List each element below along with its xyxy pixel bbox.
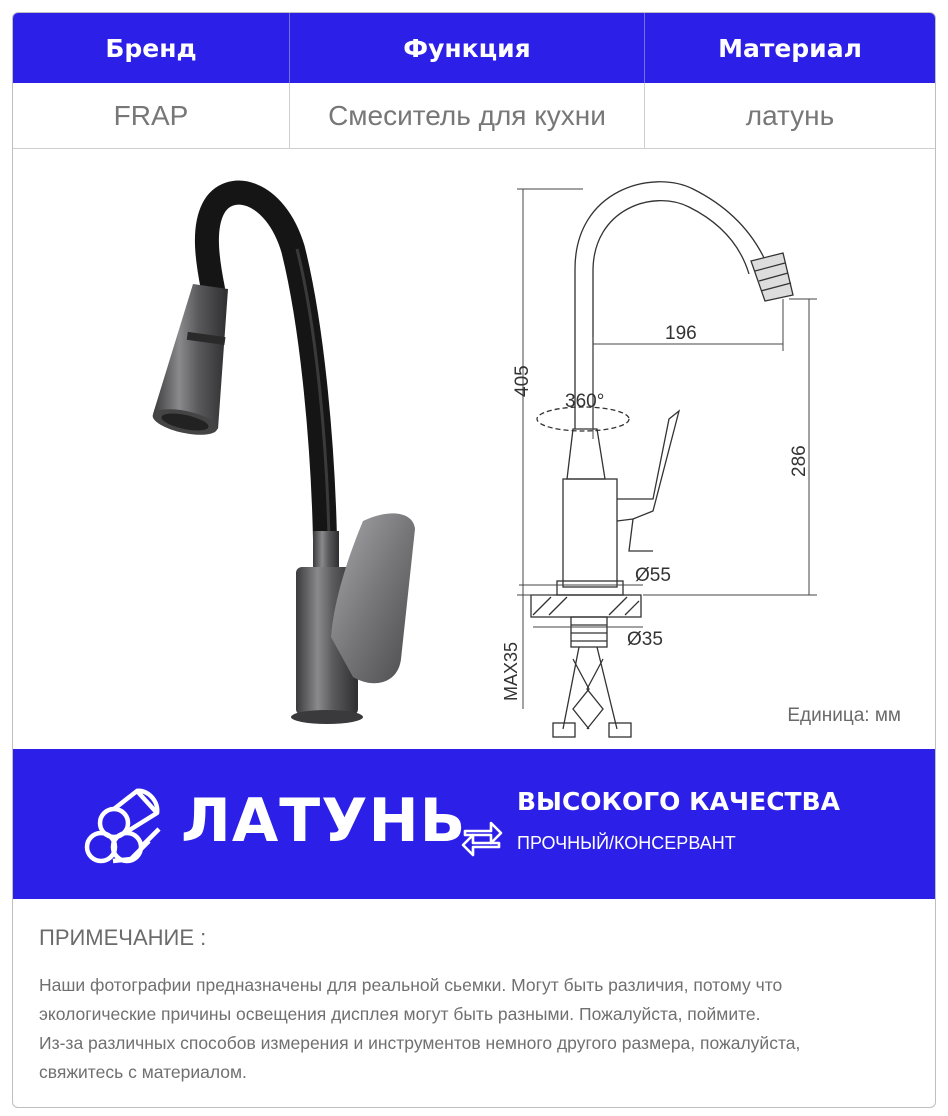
banner-subheading: ПРОЧНЫЙ/КОНСЕРВАНТ: [517, 833, 736, 853]
header-material: Материал: [718, 33, 862, 63]
spec-table-values: [13, 83, 935, 149]
faucet-photo: [13, 149, 433, 749]
note-line: свяжитесь с материалом.: [39, 1062, 247, 1082]
value-material: латунь: [745, 99, 835, 131]
header-brand: Бренд: [13, 13, 290, 83]
note-line: экологические причины освещения дисплея могут быть разными. Пожалуйста, поймите.: [39, 1004, 761, 1024]
technical-drawing: [493, 149, 913, 749]
product-visual-area: [13, 149, 935, 749]
product-spec-card: [12, 12, 936, 1108]
faucet-collar: [313, 531, 339, 573]
swap-arrows-icon: [461, 817, 503, 857]
value-function: Смеситель для кухни: [290, 83, 645, 148]
dim-max-thickness: MAX35: [501, 641, 521, 701]
faucet-handle: [331, 513, 415, 683]
header-function: Функция: [290, 13, 645, 83]
note-line: Из-за различных способов измерения и инструментов немного другого размера, пожалуйста,: [39, 1033, 801, 1053]
dim-thread-diameter: Ø35: [627, 629, 663, 650]
material-banner: [13, 749, 935, 899]
note-title: ПРИМЕЧАНИЕ :: [39, 925, 207, 950]
unit-label: Единица: мм: [787, 705, 901, 726]
banner-heading: ВЫСОКОГО КАЧЕСТВА: [517, 787, 840, 816]
dim-base-diameter: Ø55: [635, 565, 671, 586]
dim-rotation: 360°: [565, 391, 605, 412]
value-brand: FRAP: [13, 83, 290, 148]
banner-title: ЛАТУНЬ: [181, 786, 467, 856]
brass-pipes-icon: [79, 781, 169, 871]
note-line: Наши фотографии предназначены для реальной сьемки. Могут быть различия, потому что: [39, 975, 783, 995]
dim-spout-height: 286: [789, 445, 810, 477]
note-body: [39, 971, 919, 1087]
spec-table-header: [13, 13, 935, 83]
dim-reach: 196: [665, 323, 697, 344]
dim-total-height: 405: [512, 365, 533, 397]
sprayer-head: [153, 284, 228, 429]
